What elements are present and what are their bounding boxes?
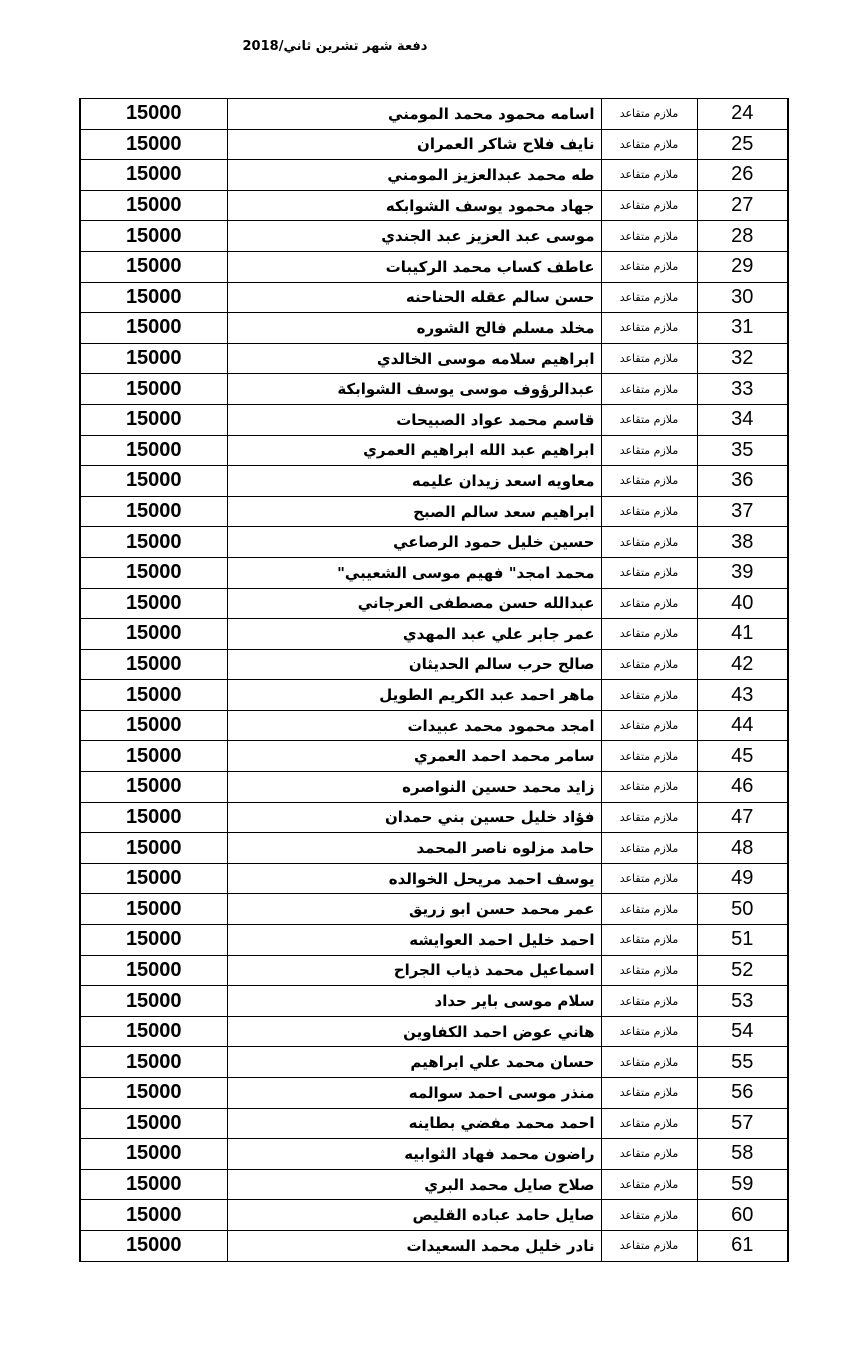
rank-cell: ملازم متقاعد: [601, 496, 697, 527]
rank-cell: ملازم متقاعد: [601, 925, 697, 956]
amount-cell: 15000: [80, 955, 227, 986]
row-number-cell: 57: [697, 1108, 788, 1139]
table-row: [80, 466, 788, 497]
name-cell: معاويه اسعد زيدان عليمه: [227, 466, 601, 497]
rank-cell: ملازم متقاعد: [601, 833, 697, 864]
row-number-cell: 49: [697, 863, 788, 894]
name-cell: امجد محمود محمد عبيدات: [227, 710, 601, 741]
rank-cell: ملازم متقاعد: [601, 251, 697, 282]
rank-cell: ملازم متقاعد: [601, 680, 697, 711]
name-cell: عبدالله حسن مصطفى العرجاني: [227, 588, 601, 619]
table-row: [80, 99, 788, 130]
amount-cell: 15000: [80, 221, 227, 252]
row-number-cell: 56: [697, 1078, 788, 1109]
row-number-cell: 38: [697, 527, 788, 558]
amount-cell: 15000: [80, 772, 227, 803]
table-row: [80, 251, 788, 282]
rank-cell: ملازم متقاعد: [601, 1230, 697, 1261]
rank-cell: ملازم متقاعد: [601, 1047, 697, 1078]
row-number-cell: 41: [697, 619, 788, 650]
name-cell: زايد محمد حسين النواصره: [227, 772, 601, 803]
row-number-cell: 52: [697, 955, 788, 986]
amount-cell: 15000: [80, 1108, 227, 1139]
name-cell: صايل حامد عباده القليص: [227, 1200, 601, 1231]
name-cell: جهاد محمود يوسف الشوابكه: [227, 190, 601, 221]
row-number-cell: 26: [697, 160, 788, 191]
table-row: [80, 741, 788, 772]
name-cell: اسماعيل محمد ذياب الجراح: [227, 955, 601, 986]
name-cell: حسان محمد علي ابراهيم: [227, 1047, 601, 1078]
rank-cell: ملازم متقاعد: [601, 129, 697, 160]
name-cell: ماهر احمد عبد الكريم الطويل: [227, 680, 601, 711]
row-number-cell: 48: [697, 833, 788, 864]
name-cell: نادر خليل محمد السعيدات: [227, 1230, 601, 1261]
table-row: [80, 160, 788, 191]
name-cell: يوسف احمد مريحل الخوالده: [227, 863, 601, 894]
payroll-table-container: [79, 98, 787, 1262]
name-cell: موسى عبد العزيز عبد الجندي: [227, 221, 601, 252]
table-row: [80, 435, 788, 466]
row-number-cell: 25: [697, 129, 788, 160]
name-cell: حامد مزلوه ناصر المحمد: [227, 833, 601, 864]
row-number-cell: 53: [697, 986, 788, 1017]
row-number-cell: 37: [697, 496, 788, 527]
amount-cell: 15000: [80, 313, 227, 344]
row-number-cell: 55: [697, 1047, 788, 1078]
row-number-cell: 31: [697, 313, 788, 344]
row-number-cell: 51: [697, 925, 788, 956]
row-number-cell: 35: [697, 435, 788, 466]
name-cell: طه محمد عبدالعزيز المومني: [227, 160, 601, 191]
rank-cell: ملازم متقاعد: [601, 557, 697, 588]
amount-cell: 15000: [80, 343, 227, 374]
table-row: [80, 649, 788, 680]
amount-cell: 15000: [80, 1047, 227, 1078]
rank-cell: ملازم متقاعد: [601, 741, 697, 772]
rank-cell: ملازم متقاعد: [601, 1108, 697, 1139]
rank-cell: ملازم متقاعد: [601, 1200, 697, 1231]
table-row: [80, 557, 788, 588]
amount-cell: 15000: [80, 129, 227, 160]
amount-cell: 15000: [80, 1169, 227, 1200]
name-cell: احمد خليل احمد العوايشه: [227, 925, 601, 956]
amount-cell: 15000: [80, 925, 227, 956]
rank-cell: ملازم متقاعد: [601, 221, 697, 252]
row-number-cell: 44: [697, 710, 788, 741]
table-row: [80, 1078, 788, 1109]
name-cell: ابراهيم سعد سالم الصبح: [227, 496, 601, 527]
amount-cell: 15000: [80, 1016, 227, 1047]
amount-cell: 15000: [80, 374, 227, 405]
table-row: [80, 710, 788, 741]
name-cell: قاسم محمد عواد الصبيحات: [227, 404, 601, 435]
table-row: [80, 619, 788, 650]
name-cell: محمد امجد" فهيم موسى الشعيبي": [227, 557, 601, 588]
table-row: [80, 129, 788, 160]
amount-cell: 15000: [80, 741, 227, 772]
row-number-cell: 42: [697, 649, 788, 680]
name-cell: صلاح صايل محمد البري: [227, 1169, 601, 1200]
row-number-cell: 60: [697, 1200, 788, 1231]
name-cell: هاني عوض احمد الكفاوين: [227, 1016, 601, 1047]
row-number-cell: 47: [697, 802, 788, 833]
rank-cell: ملازم متقاعد: [601, 772, 697, 803]
row-number-cell: 58: [697, 1139, 788, 1170]
table-row: [80, 221, 788, 252]
table-row: [80, 955, 788, 986]
name-cell: نايف فلاح شاكر العمران: [227, 129, 601, 160]
rank-cell: ملازم متقاعد: [601, 282, 697, 313]
name-cell: ابراهيم سلامه موسى الخالدي: [227, 343, 601, 374]
rank-cell: ملازم متقاعد: [601, 619, 697, 650]
table-row: [80, 343, 788, 374]
payroll-table-body: [80, 99, 788, 1262]
amount-cell: 15000: [80, 1200, 227, 1231]
table-row: [80, 680, 788, 711]
table-row: [80, 863, 788, 894]
amount-cell: 15000: [80, 619, 227, 650]
rank-cell: ملازم متقاعد: [601, 313, 697, 344]
amount-cell: 15000: [80, 833, 227, 864]
amount-cell: 15000: [80, 190, 227, 221]
name-cell: راضون محمد فهاد الثوابيه: [227, 1139, 601, 1170]
table-row: [80, 894, 788, 925]
row-number-cell: 59: [697, 1169, 788, 1200]
row-number-cell: 27: [697, 190, 788, 221]
row-number-cell: 40: [697, 588, 788, 619]
table-row: [80, 1230, 788, 1261]
rank-cell: ملازم متقاعد: [601, 649, 697, 680]
row-number-cell: 33: [697, 374, 788, 405]
rank-cell: ملازم متقاعد: [601, 1139, 697, 1170]
rank-cell: ملازم متقاعد: [601, 160, 697, 191]
amount-cell: 15000: [80, 802, 227, 833]
row-number-cell: 30: [697, 282, 788, 313]
name-cell: سلام موسى باير حداد: [227, 986, 601, 1017]
amount-cell: 15000: [80, 557, 227, 588]
table-row: [80, 1139, 788, 1170]
amount-cell: 15000: [80, 282, 227, 313]
rank-cell: ملازم متقاعد: [601, 588, 697, 619]
amount-cell: 15000: [80, 863, 227, 894]
table-row: [80, 404, 788, 435]
table-row: [80, 588, 788, 619]
rank-cell: ملازم متقاعد: [601, 1078, 697, 1109]
name-cell: صالح حرب سالم الحديثان: [227, 649, 601, 680]
name-cell: مخلد مسلم فالح الشوره: [227, 313, 601, 344]
rank-cell: ملازم متقاعد: [601, 343, 697, 374]
amount-cell: 15000: [80, 251, 227, 282]
table-row: [80, 986, 788, 1017]
rank-cell: ملازم متقاعد: [601, 404, 697, 435]
name-cell: عمر جابر علي عبد المهدي: [227, 619, 601, 650]
table-row: [80, 496, 788, 527]
row-number-cell: 28: [697, 221, 788, 252]
table-row: [80, 925, 788, 956]
rank-cell: ملازم متقاعد: [601, 1016, 697, 1047]
row-number-cell: 61: [697, 1230, 788, 1261]
amount-cell: 15000: [80, 466, 227, 497]
rank-cell: ملازم متقاعد: [601, 802, 697, 833]
rank-cell: ملازم متقاعد: [601, 955, 697, 986]
name-cell: ابراهيم عبد الله ابراهيم العمري: [227, 435, 601, 466]
row-number-cell: 54: [697, 1016, 788, 1047]
rank-cell: ملازم متقاعد: [601, 374, 697, 405]
amount-cell: 15000: [80, 435, 227, 466]
rank-cell: ملازم متقاعد: [601, 435, 697, 466]
amount-cell: 15000: [80, 1230, 227, 1261]
row-number-cell: 43: [697, 680, 788, 711]
name-cell: حسن سالم عقله الحناحنه: [227, 282, 601, 313]
name-cell: احمد محمد مفضي بطاينه: [227, 1108, 601, 1139]
table-row: [80, 374, 788, 405]
row-number-cell: 46: [697, 772, 788, 803]
rank-cell: ملازم متقاعد: [601, 527, 697, 558]
table-row: [80, 313, 788, 344]
row-number-cell: 50: [697, 894, 788, 925]
table-row: [80, 1108, 788, 1139]
rank-cell: ملازم متقاعد: [601, 863, 697, 894]
name-cell: سامر محمد احمد العمري: [227, 741, 601, 772]
table-row: [80, 527, 788, 558]
name-cell: عاطف كساب محمد الركيبات: [227, 251, 601, 282]
row-number-cell: 39: [697, 557, 788, 588]
table-row: [80, 282, 788, 313]
page-title: دفعة شهر تشرين ثاني/2018: [242, 39, 428, 54]
table-row: [80, 802, 788, 833]
amount-cell: 15000: [80, 680, 227, 711]
amount-cell: 15000: [80, 588, 227, 619]
rank-cell: ملازم متقاعد: [601, 99, 697, 130]
table-row: [80, 1016, 788, 1047]
name-cell: منذر موسى احمد سوالمه: [227, 1078, 601, 1109]
amount-cell: 15000: [80, 1139, 227, 1170]
table-row: [80, 1169, 788, 1200]
amount-cell: 15000: [80, 649, 227, 680]
amount-cell: 15000: [80, 160, 227, 191]
name-cell: عبدالرؤوف موسى يوسف الشوابكة: [227, 374, 601, 405]
table-row: [80, 772, 788, 803]
table-row: [80, 1047, 788, 1078]
row-number-cell: 29: [697, 251, 788, 282]
amount-cell: 15000: [80, 99, 227, 130]
row-number-cell: 34: [697, 404, 788, 435]
rank-cell: ملازم متقاعد: [601, 466, 697, 497]
amount-cell: 15000: [80, 404, 227, 435]
name-cell: عمر محمد حسن ابو زريق: [227, 894, 601, 925]
amount-cell: 15000: [80, 1078, 227, 1109]
amount-cell: 15000: [80, 527, 227, 558]
rank-cell: ملازم متقاعد: [601, 710, 697, 741]
row-number-cell: 24: [697, 99, 788, 130]
amount-cell: 15000: [80, 496, 227, 527]
amount-cell: 15000: [80, 986, 227, 1017]
row-number-cell: 45: [697, 741, 788, 772]
rank-cell: ملازم متقاعد: [601, 1169, 697, 1200]
row-number-cell: 32: [697, 343, 788, 374]
amount-cell: 15000: [80, 710, 227, 741]
name-cell: اسامه محمود محمد المومني: [227, 99, 601, 130]
name-cell: فؤاد خليل حسين بني حمدان: [227, 802, 601, 833]
table-row: [80, 833, 788, 864]
rank-cell: ملازم متقاعد: [601, 190, 697, 221]
table-row: [80, 1200, 788, 1231]
amount-cell: 15000: [80, 894, 227, 925]
payroll-table: [79, 98, 789, 1262]
row-number-cell: 36: [697, 466, 788, 497]
rank-cell: ملازم متقاعد: [601, 894, 697, 925]
rank-cell: ملازم متقاعد: [601, 986, 697, 1017]
table-row: [80, 190, 788, 221]
name-cell: حسين خليل حمود الرصاعي: [227, 527, 601, 558]
